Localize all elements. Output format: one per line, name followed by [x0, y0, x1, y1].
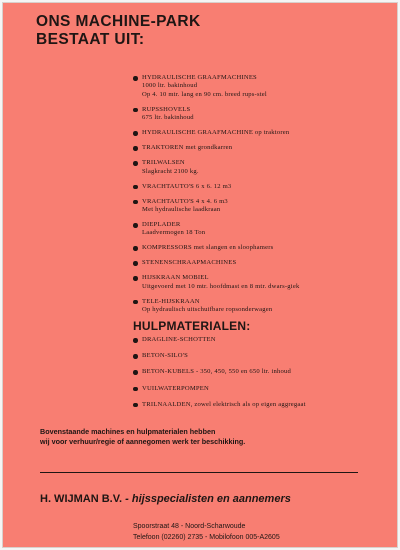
- availability-statement: [40, 427, 245, 447]
- company-name: H. WIJMAN B.V.: [40, 493, 123, 505]
- machine-detail: 1000 ltr. bakinhoud: [142, 82, 198, 90]
- machine-item: [133, 159, 395, 176]
- machine-name: TRILWALSEN: [142, 159, 185, 167]
- machine-name: VRACHTAUTO'S 4 x 4. 6 m3: [142, 197, 228, 205]
- bullet-icon: [133, 354, 138, 359]
- hulpmaterialen-list: [133, 336, 395, 417]
- bullet-icon: [133, 200, 138, 205]
- bullet-icon: [133, 387, 138, 392]
- machine-item: [133, 129, 395, 137]
- page-heading: [36, 13, 201, 49]
- bullet-icon: [133, 131, 138, 136]
- company-address: [133, 521, 280, 543]
- machine-item: [133, 198, 395, 215]
- bullet-icon: [133, 246, 138, 251]
- machine-list: [133, 74, 395, 321]
- statement-line-1: Bovenstaande machines en hulpmaterialen hebben: [40, 427, 216, 436]
- machine-name: KOMPRESSORS met slangen en sloophamers: [142, 244, 274, 252]
- bullet-icon: [133, 161, 138, 166]
- bullet-icon: [133, 108, 138, 113]
- machine-name: STENENSCHRAAPMACHINES: [142, 259, 237, 267]
- hulpmateriaal-item: [133, 336, 395, 344]
- heading-line-1: ONS MACHINE-PARK: [36, 13, 201, 30]
- machine-detail: Op 4. 10 mtr. lang en 90 cm. breed rups-stel: [142, 90, 267, 98]
- company-tagline: - hijsspecialisten en aannemers: [122, 493, 291, 505]
- divider-line: [40, 472, 358, 473]
- machine-name: VRACHTAUTO'S 6 x 6. 12 m3: [142, 182, 232, 190]
- machine-detail: 675 ltr. bakinhoud: [142, 114, 194, 122]
- bullet-icon: [133, 185, 138, 190]
- machine-name: HIJSKRAAN MOBIEL: [142, 274, 209, 282]
- bullet-icon: [133, 276, 138, 281]
- hulpmateriaal-item: [133, 385, 395, 393]
- machine-item: [133, 144, 395, 152]
- hulpmateriaal-item: [133, 368, 395, 376]
- bullet-icon: [133, 370, 138, 375]
- machine-item: [133, 183, 395, 191]
- machine-item: [133, 244, 395, 252]
- machine-name: DIEPLADER: [142, 221, 181, 229]
- bullet-icon: [133, 146, 138, 151]
- hulpmateriaal-name: BETON-KUBELS - 350, 450, 550 en 650 ltr. inhoud: [142, 368, 292, 376]
- brochure-page: [3, 3, 397, 547]
- machine-detail: Uitgevoerd met 10 mtr. hoofdmast en 8 mtr. dwars-giek: [142, 282, 300, 290]
- machine-item: [133, 259, 395, 267]
- address-line-2: Telefoon (02260) 2735 - Mobilofoon 005-A2605: [133, 534, 280, 541]
- bullet-icon: [133, 223, 138, 228]
- machine-name: TELE-HIJSKRAAN: [142, 297, 200, 305]
- hulpmateriaal-name: BETON-SILO'S: [142, 352, 188, 360]
- heading-line-2: BESTAAT UIT:: [36, 31, 145, 48]
- machine-item: [133, 106, 395, 123]
- hulpmateriaal-name: DRAGLINE-SCHOTTEN: [142, 336, 216, 343]
- hulpmateriaal-item: [133, 401, 395, 409]
- machine-name: TRAKTOREN met grondkarren: [142, 144, 233, 152]
- bullet-icon: [133, 300, 138, 305]
- machine-detail: Op hydraulisch uitschuifbare ropsonderwagen: [142, 306, 273, 314]
- bullet-icon: [133, 338, 138, 343]
- machine-item: [133, 221, 395, 238]
- statement-line-2: wij voor verhuur/regie of aannegomen werk ter beschikking.: [40, 437, 246, 446]
- hulpmateriaal-name: TRILNAALDEN, zowel elektrisch als op eigen aggregaat: [142, 400, 306, 408]
- bullet-icon: [133, 261, 138, 266]
- machine-detail: Slagkracht 2100 kg.: [142, 167, 199, 175]
- machine-item: [133, 74, 395, 99]
- machine-detail: Met hydraulische laadkraan: [142, 206, 221, 214]
- machine-item: [133, 274, 395, 291]
- machine-name: RUPSSHOVELS: [142, 105, 191, 113]
- bullet-icon: [133, 76, 138, 81]
- machine-name: HYDRAULISCHE GRAAFMACHINE op traktoren: [142, 129, 290, 137]
- machine-detail: Laadvermogen 18 Ton: [142, 229, 206, 237]
- address-line-1: Spoorstraat 48 - Noord-Scharwoude: [133, 523, 246, 530]
- bullet-icon: [133, 403, 138, 408]
- machine-item: [133, 298, 395, 315]
- company-line: [40, 493, 291, 505]
- hulpmateriaal-name: VUILWATERPOMPEN: [142, 384, 209, 392]
- machine-name: HYDRAULISCHE GRAAFMACHINES: [142, 74, 257, 81]
- hulpmateriaal-item: [133, 352, 395, 360]
- hulpmaterialen-heading: HULPMATERIALEN:: [133, 319, 251, 333]
